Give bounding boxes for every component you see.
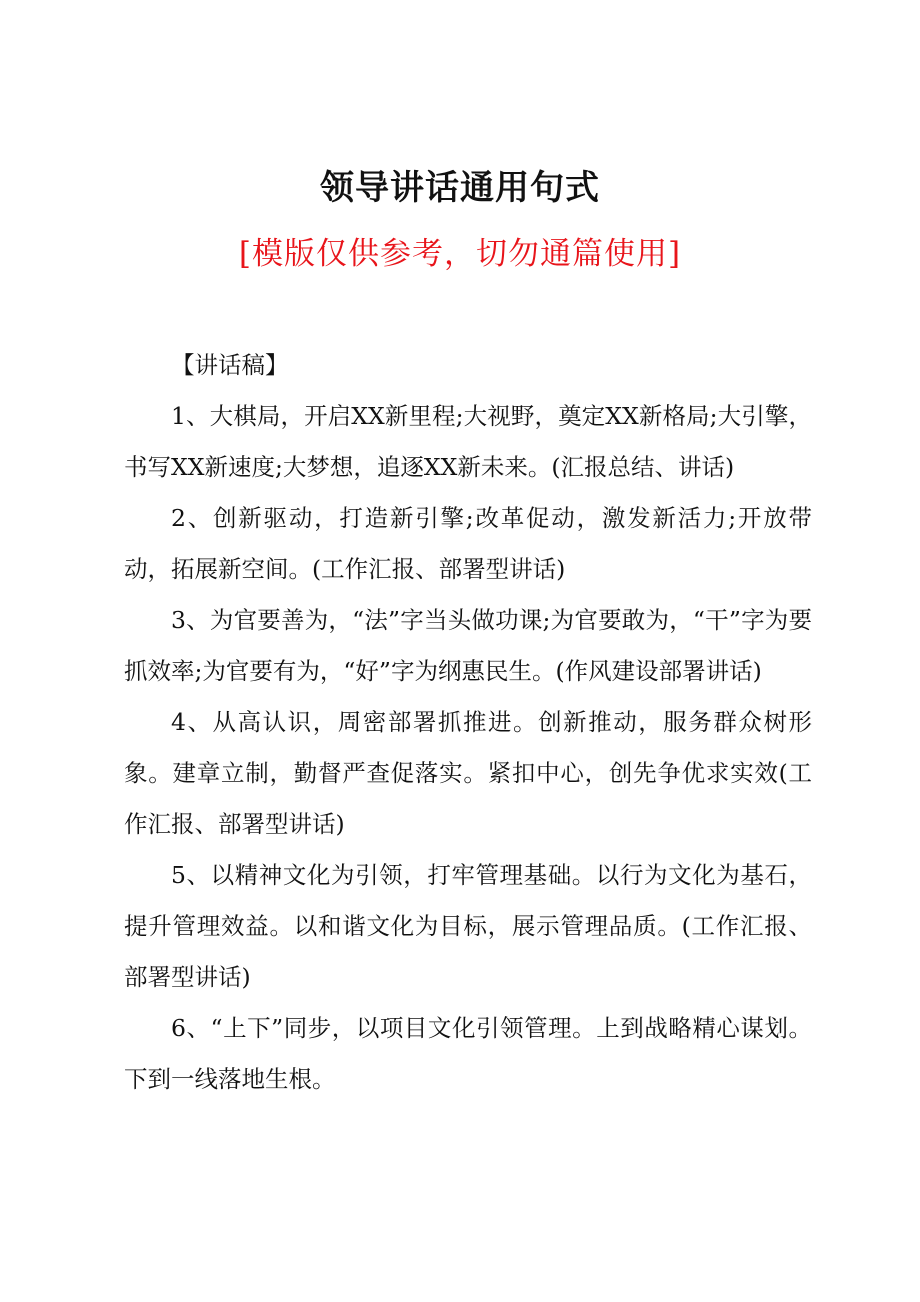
document-subtitle: [模版仅供参考，切勿通篇使用]	[238, 236, 682, 272]
document-title: 领导讲话通用句式	[320, 168, 600, 208]
paragraph: 2、创新驱动，打造新引擎;改革促动，激发新活力;开放带动，拓展新空间。(工作汇报、部署型讲话)	[124, 504, 812, 583]
paragraph: 5、以精神文化为引领，打牢管理基础。以行为文化为基石，提升管理效益。以和谐文化为目标，展示管理品质。(工作汇报、部署型讲话)	[124, 861, 812, 991]
paragraph: 1、大棋局，开启XX新里程;大视野，奠定XX新格局;大引擎，书写XX新速度;大梦想，追逐XX新未来。(汇报总结、讲话)	[124, 402, 812, 481]
section-label: 【讲话稿】	[171, 351, 289, 379]
paragraph: 6、“上下”同步，以项目文化引领管理。上到战略精心谋划。下到一线落地生根。	[124, 1014, 812, 1093]
paragraph: 4、从高认识，周密部署抓推进。创新推动，服务群众树形象。建章立制，勤督严查促落实。紧扣中心，创先争优求实效(工作汇报、部署型讲话)	[124, 708, 812, 838]
paragraph: 3、为官要善为，“法”字当头做功课;为官要敢为，“干”字为要抓效率;为官要有为，“好”字为纲惠民生。(作风建设部署讲话)	[124, 606, 812, 685]
document-body	[124, 340, 812, 1105]
